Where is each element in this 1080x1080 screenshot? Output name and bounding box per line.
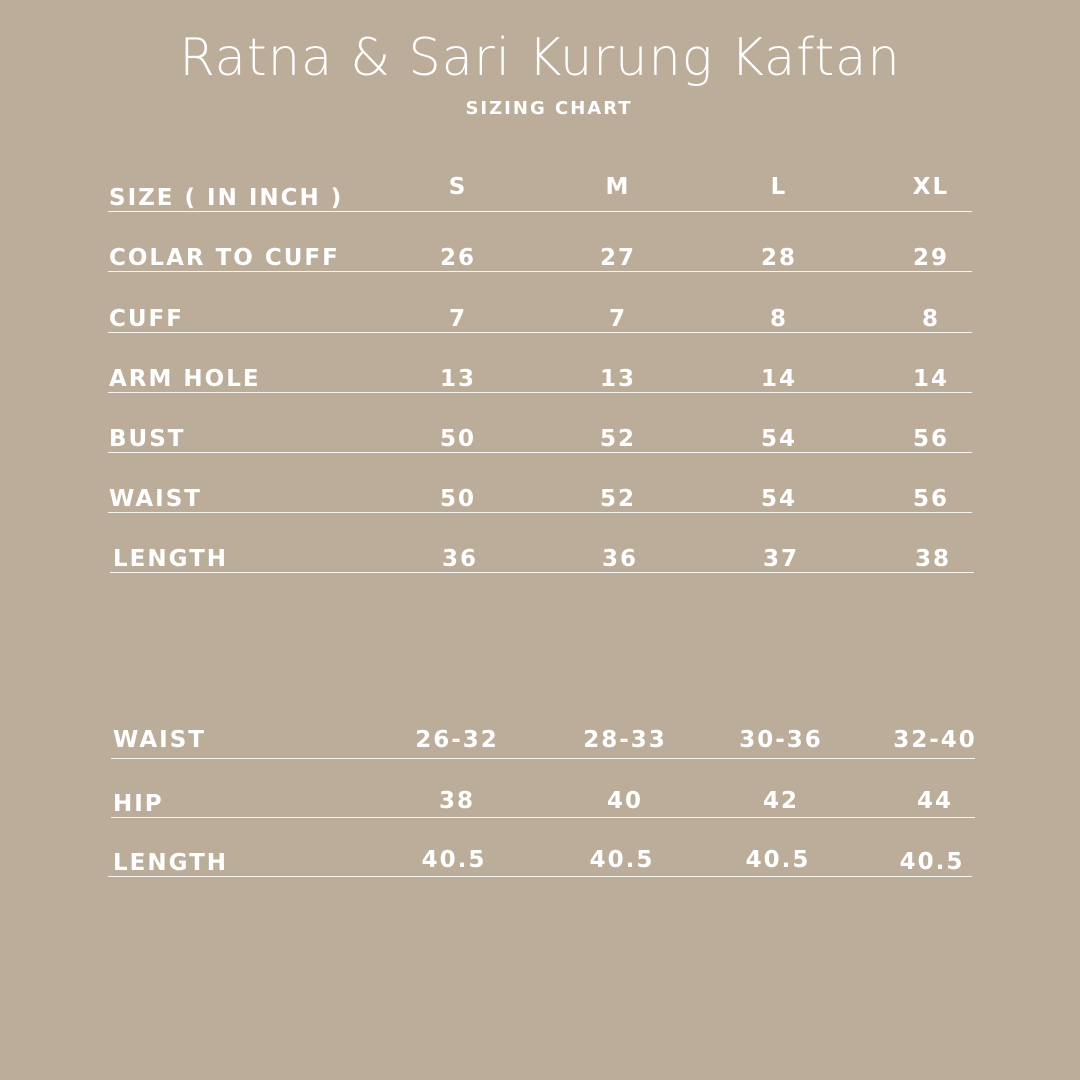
cell-s: 38 (438, 788, 475, 814)
cell-xl: 14 (912, 366, 949, 392)
cell-l: 42 (762, 788, 799, 814)
cell-s: 36 (441, 546, 478, 572)
cell-m: 40 (606, 788, 643, 814)
cell-s: 50 (439, 486, 476, 512)
cell-s: 26 (439, 245, 476, 271)
cell-xl: 32-40 (893, 727, 977, 753)
cell-m: 7 (608, 306, 627, 332)
cell-l: 54 (760, 426, 797, 452)
cell-s: 13 (439, 366, 476, 392)
page-title: Ratna & Sari Kurung Kaftan (179, 28, 901, 88)
cell-m: 36 (601, 546, 638, 572)
cell-l: 30-36 (739, 727, 823, 753)
cell-xl: 8 (921, 306, 940, 332)
table-row-length (110, 513, 974, 573)
cell-s: 40.5 (421, 847, 487, 873)
cell-s: 7 (448, 306, 467, 332)
row-label: LENGTH (113, 546, 229, 572)
row-label: COLAR TO CUFF (109, 245, 340, 271)
row-label: WAIST (113, 727, 206, 753)
row-label: BUST (109, 426, 186, 452)
row-label: CUFF (109, 306, 184, 332)
size-header-label: SIZE ( IN INCH ) (109, 185, 344, 211)
table-row-hip (111, 758, 975, 818)
row-label: ARM HOLE (109, 366, 261, 392)
row-label: LENGTH (113, 850, 229, 876)
page-subtitle: SIZING CHART (465, 98, 633, 119)
row-divider (110, 572, 974, 573)
cell-m: 28-33 (583, 727, 667, 753)
table-row-waist (108, 453, 972, 513)
cell-s: 26-32 (415, 727, 499, 753)
cell-l: 54 (760, 486, 797, 512)
size-l-header: L (770, 174, 788, 200)
size-s-header: S (448, 174, 468, 200)
cell-xl: 44 (916, 788, 953, 814)
cell-m: 40.5 (589, 847, 655, 873)
cell-l: 8 (769, 306, 788, 332)
cell-xl: 56 (912, 426, 949, 452)
table-row-bust (108, 393, 972, 453)
size-m-header: M (605, 174, 631, 200)
row-label: WAIST (109, 486, 202, 512)
table-row-length-bottom (108, 817, 972, 877)
cell-m: 52 (599, 486, 636, 512)
size-xl-header: XL (912, 174, 950, 200)
size-header-row (108, 152, 972, 212)
table-row-colar-to-cuff (108, 212, 972, 272)
table-row-arm-hole (108, 333, 972, 393)
cell-l: 37 (762, 546, 799, 572)
cell-l: 14 (760, 366, 797, 392)
cell-m: 52 (599, 426, 636, 452)
row-divider (108, 271, 972, 272)
cell-s: 50 (439, 426, 476, 452)
cell-m: 13 (599, 366, 636, 392)
cell-xl: 38 (914, 546, 951, 572)
cell-l: 28 (760, 245, 797, 271)
row-divider (108, 876, 972, 877)
table-row-cuff (108, 273, 972, 333)
row-label: HIP (113, 791, 164, 817)
cell-xl: 29 (912, 245, 949, 271)
cell-xl: 40.5 (899, 849, 965, 875)
cell-l: 40.5 (745, 847, 811, 873)
cell-m: 27 (599, 245, 636, 271)
cell-xl: 56 (912, 486, 949, 512)
table-row-waist-range (111, 699, 975, 759)
